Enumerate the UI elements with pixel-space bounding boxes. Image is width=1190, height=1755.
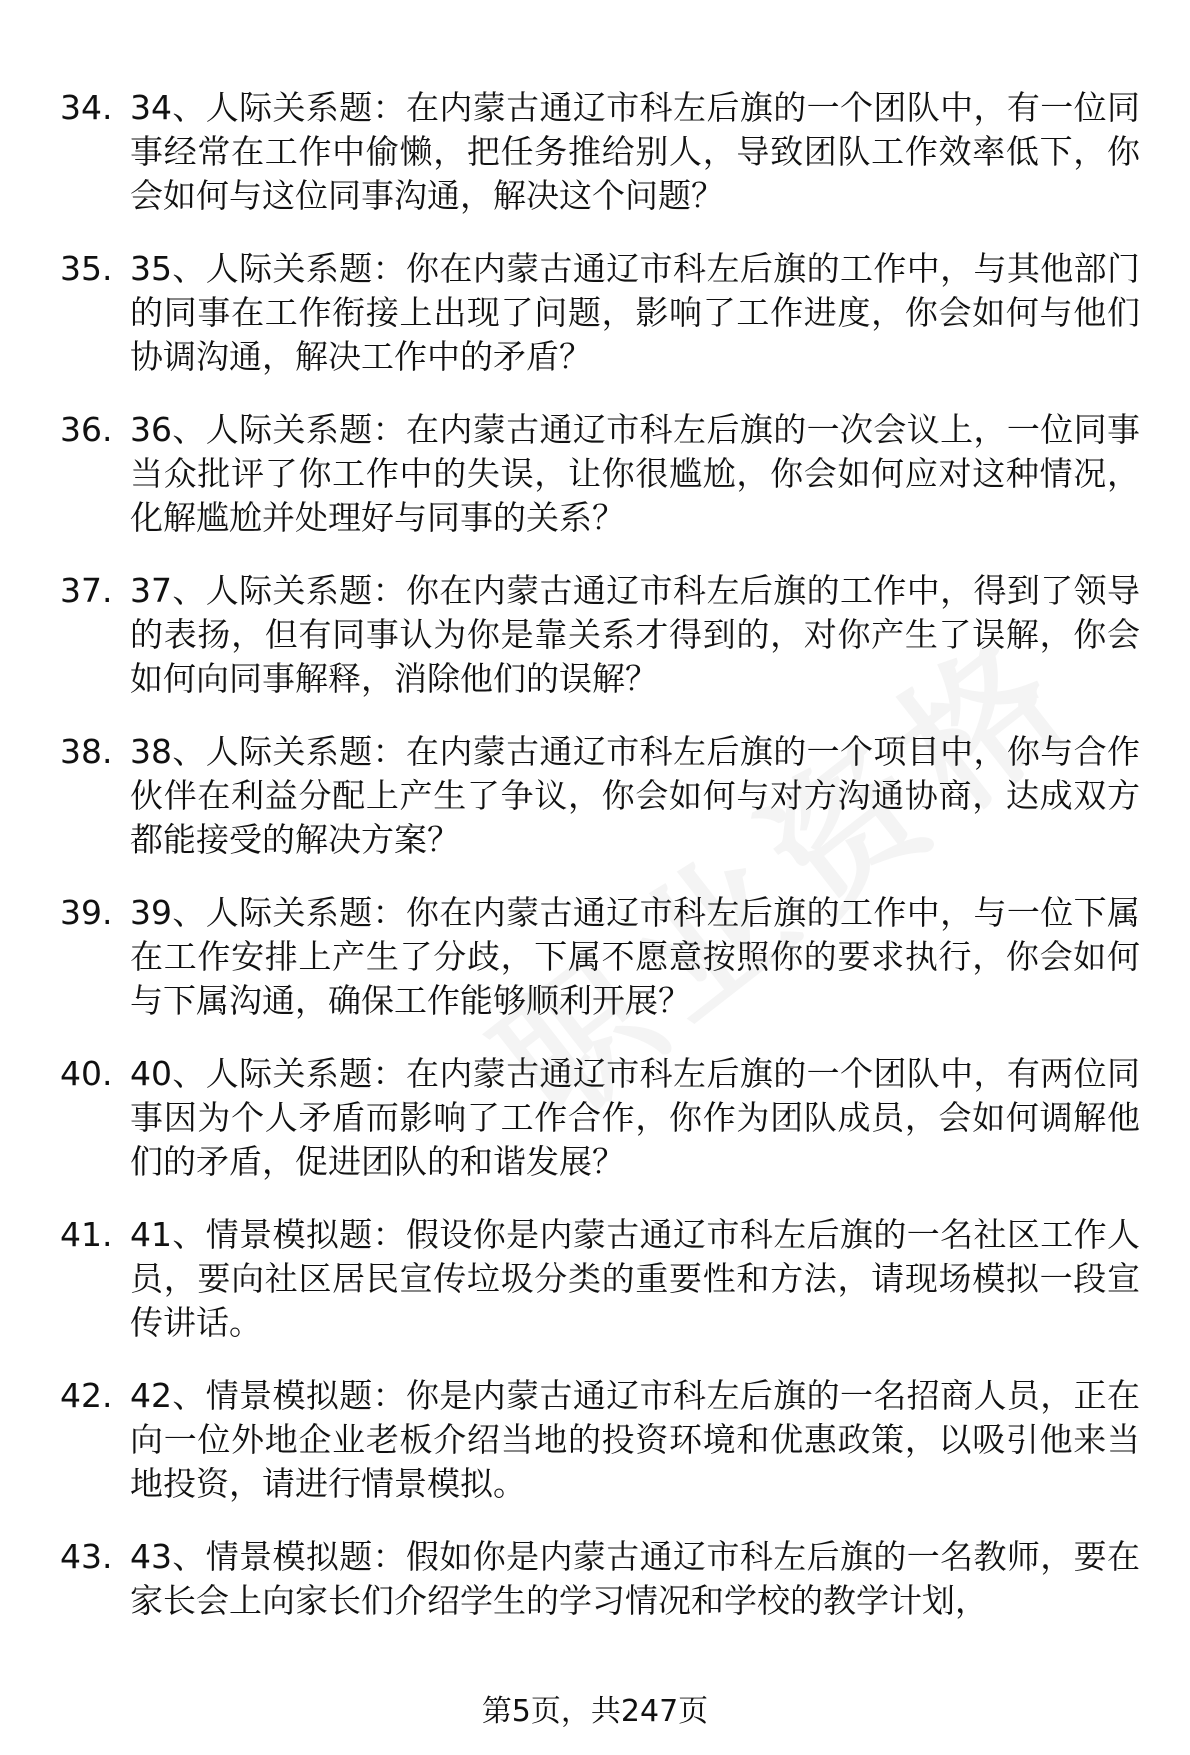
question-number: 37. xyxy=(60,571,113,610)
question-list xyxy=(60,86,1140,1652)
question-number: 41. xyxy=(60,1215,113,1254)
question-text: 41、情景模拟题：假设你是内蒙古通辽市科左后旗的一名社区工作人员，要向社区居民宣传垃圾分类的重要性和方法，请现场模拟一段宣传讲话。 xyxy=(130,1215,1140,1342)
list-item xyxy=(60,1213,1140,1345)
question-text: 37、人际关系题：你在内蒙古通辽市科左后旗的工作中，得到了领导的表扬，但有同事认为你是靠关系才得到的，对你产生了误解，你会如何向同事解释，消除他们的误解？ xyxy=(130,571,1140,698)
list-item xyxy=(60,408,1140,540)
list-item xyxy=(60,1535,1140,1623)
question-number: 39. xyxy=(60,893,113,932)
page-number: 第5页，共247页 xyxy=(481,1694,709,1729)
question-number: 40. xyxy=(60,1054,113,1093)
list-item xyxy=(60,730,1140,862)
question-text: 35、人际关系题：你在内蒙古通辽市科左后旗的工作中，与其他部门的同事在工作衔接上出现了问题，影响了工作进度，你会如何与他们协调沟通，解决工作中的矛盾？ xyxy=(130,249,1140,376)
question-number: 43. xyxy=(60,1537,113,1576)
question-text: 38、人际关系题：在内蒙古通辽市科左后旗的一个项目中，你与合作伙伴在利益分配上产生了争议，你会如何与对方沟通协商，达成双方都能接受的解决方案？ xyxy=(130,732,1140,859)
list-item xyxy=(60,1374,1140,1506)
question-text: 36、人际关系题：在内蒙古通辽市科左后旗的一次会议上，一位同事当众批评了你工作中的失误，让你很尴尬，你会如何应对这种情况，化解尴尬并处理好与同事的关系？ xyxy=(130,410,1140,537)
list-item xyxy=(60,86,1140,218)
question-text: 43、情景模拟题：假如你是内蒙古通辽市科左后旗的一名教师，要在家长会上向家长们介绍学生的学习情况和学校的教学计划， xyxy=(130,1537,1140,1620)
question-text: 42、情景模拟题：你是内蒙古通辽市科左后旗的一名招商人员，正在向一位外地企业老板介绍当地的投资环境和优惠政策，以吸引他来当地投资，请进行情景模拟。 xyxy=(130,1376,1140,1503)
question-number: 38. xyxy=(60,732,113,771)
question-text: 40、人际关系题：在内蒙古通辽市科左后旗的一个团队中，有两位同事因为个人矛盾而影响了工作合作，你作为团队成员，会如何调解他们的矛盾，促进团队的和谐发展？ xyxy=(130,1054,1140,1181)
list-item xyxy=(60,891,1140,1023)
question-number: 35. xyxy=(60,249,113,288)
list-item xyxy=(60,1052,1140,1184)
question-number: 42. xyxy=(60,1376,113,1415)
list-item xyxy=(60,247,1140,379)
question-text: 39、人际关系题：你在内蒙古通辽市科左后旗的工作中，与一位下属在工作安排上产生了分歧，下属不愿意按照你的要求执行，你会如何与下属沟通，确保工作能够顺利开展？ xyxy=(130,893,1140,1020)
question-number: 34. xyxy=(60,88,113,127)
question-text: 34、人际关系题：在内蒙古通辽市科左后旗的一个团队中，有一位同事经常在工作中偷懒，把任务推给别人，导致团队工作效率低下，你会如何与这位同事沟通，解决这个问题？ xyxy=(130,88,1140,215)
question-number: 36. xyxy=(60,410,113,449)
list-item xyxy=(60,569,1140,701)
